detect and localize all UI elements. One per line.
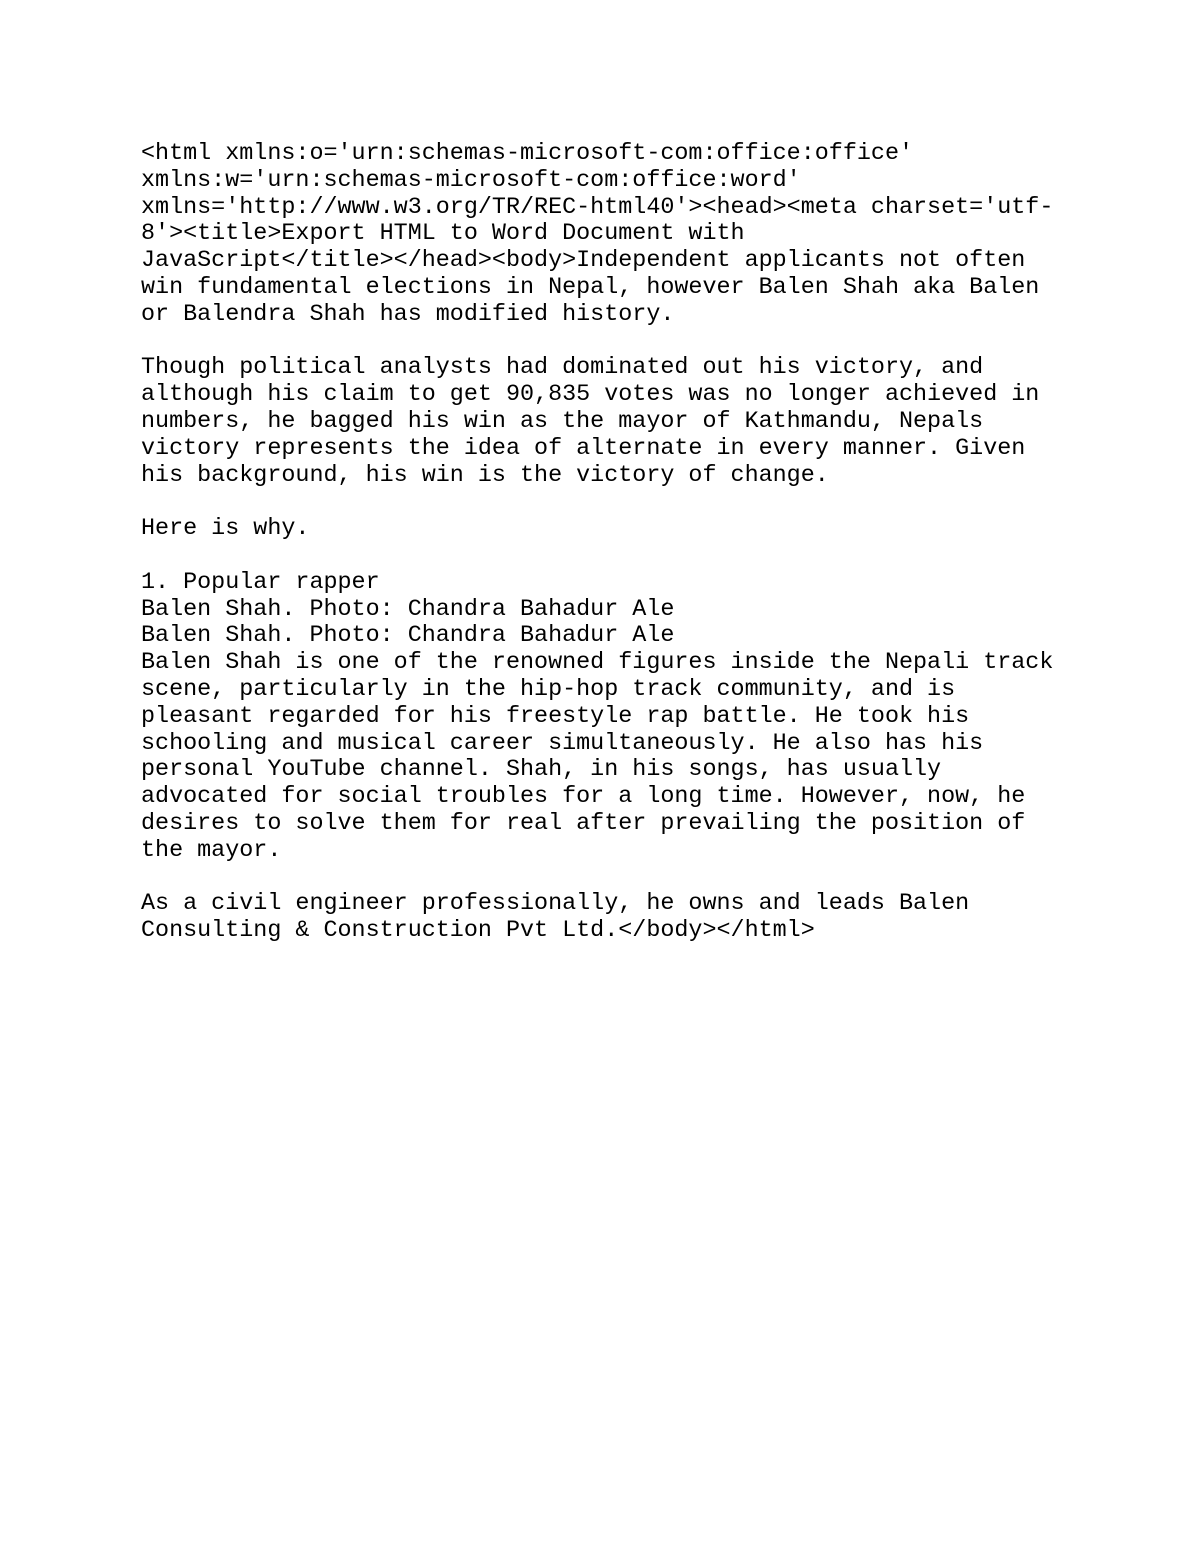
text-line: advocated for social troubles for a long time. However, now, he	[141, 784, 1026, 811]
text-line: schooling and musical career simultaneously. He also has his	[141, 730, 984, 757]
blank-line	[141, 543, 1071, 570]
text-line: As a civil engineer professionally, he owns and leads Balen	[141, 891, 970, 918]
text-line: win fundamental elections in Nepal, however Balen Shah aka Balen	[141, 274, 1040, 301]
text-line: Though political analysts had dominated out his victory, and	[141, 355, 984, 382]
text-line: Here is why.	[141, 516, 310, 543]
text-line: although his claim to get 90,835 votes was no longer achieved in	[141, 382, 1040, 409]
text-line: victory represents the idea of alternate in every manner. Given	[141, 435, 1026, 462]
text-line: personal YouTube channel. Shah, in his songs, has usually	[141, 757, 942, 784]
text-line: his background, his win is the victory of change.	[141, 462, 829, 489]
text-line: or Balendra Shah has modified history.	[141, 301, 675, 328]
text-line: the mayor.	[141, 837, 282, 864]
text-line: Balen Shah is one of the renowned figures inside the Nepali track	[141, 650, 1054, 677]
blank-line	[141, 489, 1071, 516]
text-line: numbers, he bagged his win as the mayor of Kathmandu, Nepals	[141, 408, 984, 435]
blank-line	[141, 329, 1071, 356]
blank-line	[141, 865, 1071, 892]
text-line: scene, particularly in the hip-hop track community, and is	[141, 676, 956, 703]
photo-caption: Balen Shah. Photo: Chandra Bahadur Ale	[141, 596, 675, 623]
text-line: xmlns='http://www.w3.org/TR/REC-html40'><head><meta charset='utf-	[141, 194, 1054, 221]
text-line: xmlns:w='urn:schemas-microsoft-com:office:word'	[141, 167, 801, 194]
document-text	[141, 141, 1071, 945]
text-line: <html xmlns:o='urn:schemas-microsoft-com:office:office'	[141, 141, 914, 167]
text-line: Consulting & Construction Pvt Ltd.</body></html>	[141, 918, 815, 945]
photo-caption: Balen Shah. Photo: Chandra Bahadur Ale	[141, 623, 675, 650]
text-line: JavaScript</title></head><body>Independent applicants not often	[141, 248, 1026, 275]
section-heading: 1. Popular rapper	[141, 569, 380, 596]
text-line: 8'><title>Export HTML to Word Document with	[141, 221, 745, 248]
text-line: pleasant regarded for his freestyle rap battle. He took his	[141, 703, 970, 730]
text-line: desires to solve them for real after prevailing the position of	[141, 810, 1026, 837]
